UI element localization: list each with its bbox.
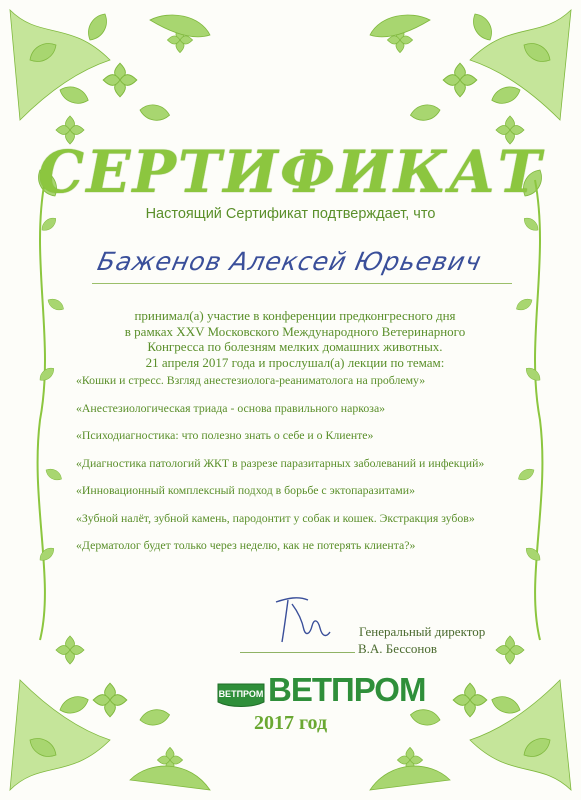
intro-line: 21 апреля 2017 года и прослушал(а) лекции по темам:: [145, 354, 445, 370]
brand-name: ВЕТПРОМ: [268, 671, 426, 708]
intro-line: в рамках XXV Московского Международного Ветеринарного: [124, 323, 466, 339]
recipient-name: Баженов Алексей Юрьевич: [94, 247, 485, 276]
confirmation-text: Настоящий Сертификат подтверждает, что: [145, 206, 436, 222]
signer-name: В.А. Бессонов: [358, 641, 438, 656]
lecture-topic: «Диагностика патологий ЖКТ в разрезе паразитарных заболеваний и инфекций»: [76, 455, 485, 470]
handwritten-signature: [268, 590, 338, 650]
signer-role: Генеральный директор: [359, 624, 486, 639]
lecture-topic: «Анестезиологическая триада - основа правильного наркоза»: [76, 400, 386, 415]
lecture-topic: «Зубной налёт, зубной камень, пародонтит у собак и кошек. Экстракция зубов»: [76, 510, 475, 525]
recipient-name-underline: [92, 283, 512, 284]
intro-line: Конгресса по болезням мелких домашних животных.: [147, 339, 443, 354]
lecture-topic: «Инновационный комплексный подход в борьбе с эктопаразитами»: [76, 483, 415, 497]
lecture-topic: «Кошки и стресс. Взгляд анестезиолога-реаниматолога на проблему»: [76, 373, 426, 387]
certificate-year: 2017 год: [253, 712, 328, 734]
signature-line: [240, 652, 355, 653]
participation-statement: [95, 308, 495, 370]
lecture-topic: «Психодиагностика: что полезно знать о себе и о Клиенте»: [76, 428, 374, 442]
lecture-topics-list: [76, 373, 524, 566]
lecture-topic: «Дерматолог будет только через неделю, как не потерять клиента?»: [76, 538, 416, 552]
brand-badge-text: ВЕТПРОМ: [218, 689, 264, 699]
vetprom-logo-badge: [216, 680, 266, 708]
certificate-title: СЕРТИФИКАТ: [38, 138, 543, 206]
intro-line: принимал(а) участие в конференции предконгресного дня: [134, 308, 456, 323]
